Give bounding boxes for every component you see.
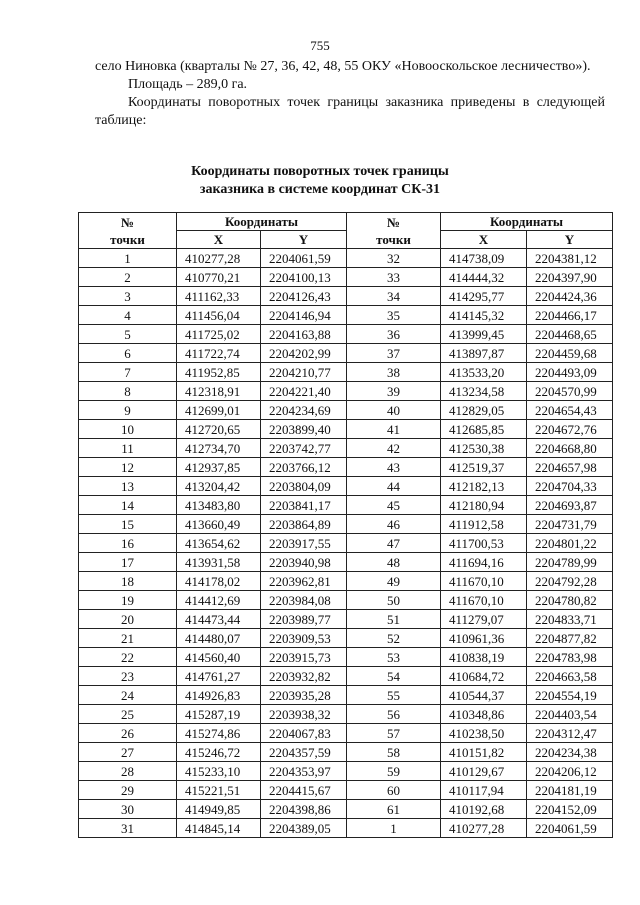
table-title-line-1: Координаты поворотных точек границы: [191, 164, 449, 179]
point-number-cell: 54: [347, 667, 441, 686]
point-number-cell: 17: [79, 553, 177, 572]
point-number-cell: 27: [79, 743, 177, 762]
point-number-cell: 47: [347, 534, 441, 553]
y-coordinate-cell: 2204163,88: [261, 325, 347, 344]
y-coordinate-cell: 2204389,05: [261, 819, 347, 838]
point-number-cell: 36: [347, 325, 441, 344]
point-number-cell: 5: [79, 325, 177, 344]
point-number-cell: 30: [79, 800, 177, 819]
y-coordinate-cell: 2204657,98: [527, 458, 613, 477]
x-coordinate-cell: 414145,32: [441, 306, 527, 325]
x-coordinate-cell: 415246,72: [177, 743, 261, 762]
y-coordinate-cell: 2203915,73: [261, 648, 347, 667]
point-number-cell: 21: [79, 629, 177, 648]
table-row: [79, 667, 613, 686]
y-coordinate-cell: 2204181,19: [527, 781, 613, 800]
y-coordinate-cell: 2204210,77: [261, 363, 347, 382]
y-coordinate-cell: 2204415,67: [261, 781, 347, 800]
x-coordinate-cell: 412182,13: [441, 477, 527, 496]
x-coordinate-cell: 413483,80: [177, 496, 261, 515]
x-coordinate-cell: 411670,10: [441, 572, 527, 591]
header-point-number-right: № точки: [347, 213, 441, 249]
coordinates-table: [78, 212, 613, 838]
header-y-right: Y: [527, 231, 613, 249]
y-coordinate-cell: 2203766,12: [261, 458, 347, 477]
x-coordinate-cell: 413533,20: [441, 363, 527, 382]
x-coordinate-cell: 414480,07: [177, 629, 261, 648]
x-coordinate-cell: 411700,53: [441, 534, 527, 553]
y-coordinate-cell: 2204357,59: [261, 743, 347, 762]
y-coordinate-cell: 2204570,99: [527, 382, 613, 401]
y-coordinate-cell: 2204468,65: [527, 325, 613, 344]
point-number-cell: 20: [79, 610, 177, 629]
x-coordinate-cell: 410770,21: [177, 268, 261, 287]
x-coordinate-cell: 412734,70: [177, 439, 261, 458]
y-coordinate-cell: 2204424,36: [527, 287, 613, 306]
y-coordinate-cell: 2204672,76: [527, 420, 613, 439]
x-coordinate-cell: 410684,72: [441, 667, 527, 686]
x-coordinate-cell: 412318,91: [177, 382, 261, 401]
coordinates-table-body: [79, 249, 613, 838]
y-coordinate-cell: 2204780,82: [527, 591, 613, 610]
y-coordinate-cell: 2204789,99: [527, 553, 613, 572]
y-coordinate-cell: 2204221,40: [261, 382, 347, 401]
x-coordinate-cell: 414444,32: [441, 268, 527, 287]
point-number-cell: 43: [347, 458, 441, 477]
y-coordinate-cell: 2204067,83: [261, 724, 347, 743]
x-coordinate-cell: 414926,83: [177, 686, 261, 705]
y-coordinate-cell: 2204731,79: [527, 515, 613, 534]
x-coordinate-cell: 413234,58: [441, 382, 527, 401]
point-number-cell: 23: [79, 667, 177, 686]
y-coordinate-cell: 2203932,82: [261, 667, 347, 686]
point-number-cell: 49: [347, 572, 441, 591]
header-x-left: X: [177, 231, 261, 249]
x-coordinate-cell: 415287,19: [177, 705, 261, 724]
header-point-number-left: № точки: [79, 213, 177, 249]
point-number-cell: 7: [79, 363, 177, 382]
y-coordinate-cell: 2204459,68: [527, 344, 613, 363]
table-row: [79, 610, 613, 629]
y-coordinate-cell: 2204146,94: [261, 306, 347, 325]
table-row: [79, 439, 613, 458]
x-coordinate-cell: 410544,37: [441, 686, 527, 705]
table-row: [79, 800, 613, 819]
x-coordinate-cell: 414412,69: [177, 591, 261, 610]
y-coordinate-cell: 2204234,69: [261, 401, 347, 420]
x-coordinate-cell: 412519,37: [441, 458, 527, 477]
y-coordinate-cell: 2204801,22: [527, 534, 613, 553]
y-coordinate-cell: 2203864,89: [261, 515, 347, 534]
point-number-cell: 35: [347, 306, 441, 325]
y-coordinate-cell: 2203984,08: [261, 591, 347, 610]
point-number-cell: 46: [347, 515, 441, 534]
y-coordinate-cell: 2204353,97: [261, 762, 347, 781]
y-coordinate-cell: 2203841,17: [261, 496, 347, 515]
point-number-cell: 56: [347, 705, 441, 724]
coordinates-note-paragraph: Координаты поворотных точек границы заказника приведены в следующей таблице:: [95, 95, 605, 128]
point-number-cell: 50: [347, 591, 441, 610]
table-row: [79, 249, 613, 268]
point-number-cell: 53: [347, 648, 441, 667]
y-coordinate-cell: 2204061,59: [261, 249, 347, 268]
x-coordinate-cell: 411456,04: [177, 306, 261, 325]
x-coordinate-cell: 411725,02: [177, 325, 261, 344]
x-coordinate-cell: 410129,67: [441, 762, 527, 781]
page-number: 755: [310, 38, 330, 53]
x-coordinate-cell: 413999,45: [441, 325, 527, 344]
point-number-cell: 16: [79, 534, 177, 553]
point-number-cell: 12: [79, 458, 177, 477]
header-coordinates-right: Координаты: [441, 213, 613, 231]
y-coordinate-cell: 2204663,58: [527, 667, 613, 686]
table-row: [79, 344, 613, 363]
x-coordinate-cell: 413897,87: [441, 344, 527, 363]
point-number-cell: 24: [79, 686, 177, 705]
point-number-cell: 55: [347, 686, 441, 705]
x-coordinate-cell: 414761,27: [177, 667, 261, 686]
x-coordinate-cell: 411912,58: [441, 515, 527, 534]
point-number-cell: 40: [347, 401, 441, 420]
x-coordinate-cell: 413204,42: [177, 477, 261, 496]
y-coordinate-cell: 2203989,77: [261, 610, 347, 629]
y-coordinate-cell: 2204693,87: [527, 496, 613, 515]
header-x-right: X: [441, 231, 527, 249]
point-number-cell: 6: [79, 344, 177, 363]
table-row: [79, 325, 613, 344]
table-row: [79, 629, 613, 648]
y-coordinate-cell: 2203938,32: [261, 705, 347, 724]
table-row: [79, 496, 613, 515]
point-number-cell: 8: [79, 382, 177, 401]
x-coordinate-cell: 414560,40: [177, 648, 261, 667]
point-number-cell: 28: [79, 762, 177, 781]
x-coordinate-cell: 411162,33: [177, 287, 261, 306]
table-row: [79, 363, 613, 382]
point-number-cell: 9: [79, 401, 177, 420]
y-coordinate-cell: 2204654,43: [527, 401, 613, 420]
y-coordinate-cell: 2204398,86: [261, 800, 347, 819]
x-coordinate-cell: 411670,10: [441, 591, 527, 610]
point-number-cell: 58: [347, 743, 441, 762]
y-coordinate-cell: 2204668,80: [527, 439, 613, 458]
x-coordinate-cell: 412937,85: [177, 458, 261, 477]
x-coordinate-cell: 410277,28: [177, 249, 261, 268]
point-number-cell: 45: [347, 496, 441, 515]
table-row: [79, 648, 613, 667]
point-number-cell: 4: [79, 306, 177, 325]
table-row: [79, 458, 613, 477]
x-coordinate-cell: 412720,65: [177, 420, 261, 439]
point-number-cell: 15: [79, 515, 177, 534]
table-row: [79, 382, 613, 401]
point-number-cell: 42: [347, 439, 441, 458]
y-coordinate-cell: 2204152,09: [527, 800, 613, 819]
table-row: [79, 819, 613, 838]
y-coordinate-cell: 2203909,53: [261, 629, 347, 648]
table-row: [79, 420, 613, 439]
y-coordinate-cell: 2204381,12: [527, 249, 613, 268]
table-row: [79, 553, 613, 572]
point-number-cell: 1: [79, 249, 177, 268]
y-coordinate-cell: 2204100,13: [261, 268, 347, 287]
y-coordinate-cell: 2204783,98: [527, 648, 613, 667]
x-coordinate-cell: 412685,85: [441, 420, 527, 439]
point-number-cell: 38: [347, 363, 441, 382]
x-coordinate-cell: 410348,86: [441, 705, 527, 724]
y-coordinate-cell: 2204493,09: [527, 363, 613, 382]
table-row: [79, 591, 613, 610]
x-coordinate-cell: 413660,49: [177, 515, 261, 534]
table-row: [79, 268, 613, 287]
y-coordinate-cell: 2204061,59: [527, 819, 613, 838]
x-coordinate-cell: 411952,85: [177, 363, 261, 382]
point-number-cell: 25: [79, 705, 177, 724]
x-coordinate-cell: 414473,44: [177, 610, 261, 629]
location-paragraph: село Ниновка (кварталы № 27, 36, 42, 48, 55 ОКУ «Новооскольское лесничество»).: [95, 59, 591, 74]
x-coordinate-cell: 410238,50: [441, 724, 527, 743]
point-number-cell: 2: [79, 268, 177, 287]
point-number-cell: 41: [347, 420, 441, 439]
table-title-line-2: заказника в системе координат СК-31: [199, 182, 441, 197]
x-coordinate-cell: 414178,02: [177, 572, 261, 591]
x-coordinate-cell: 414949,85: [177, 800, 261, 819]
y-coordinate-cell: 2204554,19: [527, 686, 613, 705]
x-coordinate-cell: 411694,16: [441, 553, 527, 572]
x-coordinate-cell: 415221,51: [177, 781, 261, 800]
x-coordinate-cell: 410838,19: [441, 648, 527, 667]
point-number-cell: 39: [347, 382, 441, 401]
x-coordinate-cell: 414845,14: [177, 819, 261, 838]
table-row: [79, 515, 613, 534]
x-coordinate-cell: 415274,86: [177, 724, 261, 743]
y-coordinate-cell: 2204877,82: [527, 629, 613, 648]
point-number-cell: 52: [347, 629, 441, 648]
area-paragraph: Площадь – 289,0 га.: [128, 77, 248, 92]
y-coordinate-cell: 2204397,90: [527, 268, 613, 287]
y-coordinate-cell: 2204312,47: [527, 724, 613, 743]
table-title: [0, 163, 640, 199]
point-number-cell: 34: [347, 287, 441, 306]
point-number-cell: 48: [347, 553, 441, 572]
point-number-cell: 13: [79, 477, 177, 496]
y-coordinate-cell: 2203742,77: [261, 439, 347, 458]
table-row: [79, 287, 613, 306]
table-row: [79, 477, 613, 496]
point-number-cell: 19: [79, 591, 177, 610]
point-number-cell: 32: [347, 249, 441, 268]
point-number-cell: 33: [347, 268, 441, 287]
y-coordinate-cell: 2203804,09: [261, 477, 347, 496]
point-number-cell: 11: [79, 439, 177, 458]
y-coordinate-cell: 2204403,54: [527, 705, 613, 724]
table-row: [79, 724, 613, 743]
y-coordinate-cell: 2203962,81: [261, 572, 347, 591]
point-number-cell: 22: [79, 648, 177, 667]
y-coordinate-cell: 2204126,43: [261, 287, 347, 306]
point-number-cell: 60: [347, 781, 441, 800]
x-coordinate-cell: 411722,74: [177, 344, 261, 363]
x-coordinate-cell: 412180,94: [441, 496, 527, 515]
point-number-cell: 51: [347, 610, 441, 629]
x-coordinate-cell: 413931,58: [177, 553, 261, 572]
point-number-cell: 57: [347, 724, 441, 743]
table-row: [79, 534, 613, 553]
table-row: [79, 743, 613, 762]
point-number-cell: 44: [347, 477, 441, 496]
y-coordinate-cell: 2204206,12: [527, 762, 613, 781]
x-coordinate-cell: 415233,10: [177, 762, 261, 781]
table-row: [79, 572, 613, 591]
table-row: [79, 762, 613, 781]
y-coordinate-cell: 2203935,28: [261, 686, 347, 705]
x-coordinate-cell: 414738,09: [441, 249, 527, 268]
x-coordinate-cell: 414295,77: [441, 287, 527, 306]
x-coordinate-cell: 413654,62: [177, 534, 261, 553]
point-number-cell: 18: [79, 572, 177, 591]
header-coordinates-left: Координаты: [177, 213, 347, 231]
point-number-cell: 1: [347, 819, 441, 838]
x-coordinate-cell: 411279,07: [441, 610, 527, 629]
point-number-cell: 10: [79, 420, 177, 439]
x-coordinate-cell: 412829,05: [441, 401, 527, 420]
y-coordinate-cell: 2204234,38: [527, 743, 613, 762]
x-coordinate-cell: 412530,38: [441, 439, 527, 458]
x-coordinate-cell: 410151,82: [441, 743, 527, 762]
table-row: [79, 306, 613, 325]
y-coordinate-cell: 2204466,17: [527, 306, 613, 325]
y-coordinate-cell: 2203940,98: [261, 553, 347, 572]
point-number-cell: 37: [347, 344, 441, 363]
y-coordinate-cell: 2204704,33: [527, 477, 613, 496]
y-coordinate-cell: 2204833,71: [527, 610, 613, 629]
point-number-cell: 31: [79, 819, 177, 838]
x-coordinate-cell: 410192,68: [441, 800, 527, 819]
y-coordinate-cell: 2204792,28: [527, 572, 613, 591]
table-row: [79, 705, 613, 724]
y-coordinate-cell: 2203917,55: [261, 534, 347, 553]
table-header-row: [79, 213, 613, 231]
point-number-cell: 29: [79, 781, 177, 800]
x-coordinate-cell: 410117,94: [441, 781, 527, 800]
point-number-cell: 59: [347, 762, 441, 781]
x-coordinate-cell: 412699,01: [177, 401, 261, 420]
y-coordinate-cell: 2203899,40: [261, 420, 347, 439]
point-number-cell: 14: [79, 496, 177, 515]
table-row: [79, 686, 613, 705]
x-coordinate-cell: 410961,36: [441, 629, 527, 648]
table-row: [79, 401, 613, 420]
point-number-cell: 26: [79, 724, 177, 743]
point-number-cell: 3: [79, 287, 177, 306]
table-row: [79, 781, 613, 800]
point-number-cell: 61: [347, 800, 441, 819]
x-coordinate-cell: 410277,28: [441, 819, 527, 838]
intro-text: [95, 58, 605, 130]
header-y-left: Y: [261, 231, 347, 249]
y-coordinate-cell: 2204202,99: [261, 344, 347, 363]
